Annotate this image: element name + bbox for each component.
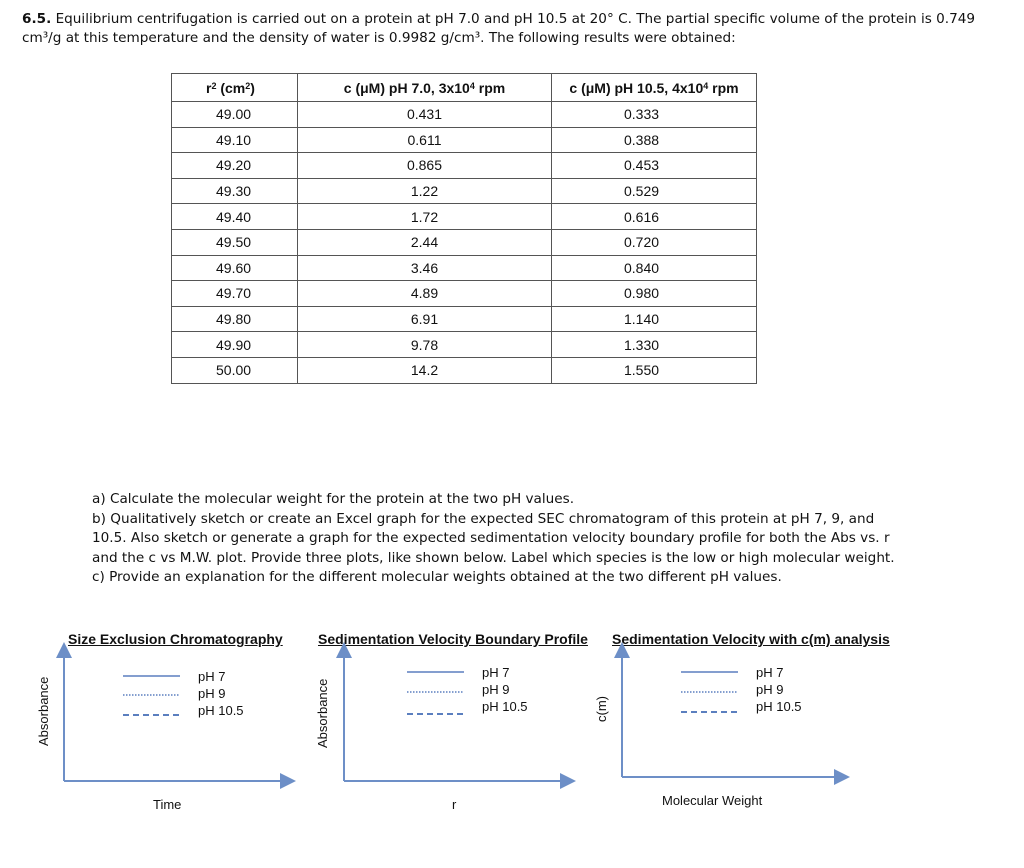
plot2-legend [482, 664, 528, 715]
legend-ph105: pH 10.5 [756, 699, 802, 714]
plot3-legend-lines [681, 672, 738, 712]
problem-text: Equilibrium centrifugation is carried out on a protein at pH 7.0 and pH 10.5 at 20° C. The partial specific volume of the protein is 0.749 cm³/g at this temperature and the density of water is 0.9982 g/cm³. The following results were obtained: [22, 11, 976, 46]
plot2-axes [344, 650, 568, 781]
legend-ph7: pH 7 [198, 669, 226, 684]
plot3-ylabel: c(m) [594, 696, 609, 722]
plot1-ylabel: Absorbance [36, 676, 51, 746]
cell-r-squared: 50.00 [172, 357, 298, 383]
cell-c-ph105: 0.840 [552, 255, 757, 281]
cell-c-ph7: 3.46 [298, 255, 552, 281]
legend-ph105: pH 10.5 [198, 703, 244, 718]
cell-c-ph7: 9.78 [298, 332, 552, 358]
plot3-axes [622, 650, 842, 777]
cell-c-ph7: 6.91 [298, 306, 552, 332]
cell-c-ph105: 1.140 [552, 306, 757, 332]
plot2-legend-lines [407, 672, 464, 714]
cell-c-ph105: 0.720 [552, 229, 757, 255]
cell-r-squared: 49.70 [172, 281, 298, 307]
cell-c-ph7: 0.431 [298, 102, 552, 128]
cell-c-ph105: 1.550 [552, 357, 757, 383]
header-c-ph7: c (μM) pH 7.0, $3x10^4$ rpm [298, 74, 552, 102]
legend-ph9: pH 9 [756, 682, 784, 697]
cell-c-ph7: 1.72 [298, 204, 552, 230]
cell-c-ph7: 2.44 [298, 229, 552, 255]
cell-r-squared: 49.60 [172, 255, 298, 281]
cell-c-ph105: 1.330 [552, 332, 757, 358]
plot2-xlabel: r [452, 797, 457, 812]
cell-r-squared: 49.00 [172, 102, 298, 128]
cell-c-ph7: 1.22 [298, 178, 552, 204]
cell-r-squared: 49.10 [172, 127, 298, 153]
cell-c-ph7: 4.89 [298, 281, 552, 307]
plot3-legend [756, 664, 802, 715]
legend-ph9: pH 9 [198, 686, 226, 701]
cell-c-ph7: 0.865 [298, 153, 552, 179]
cell-r-squared: 49.20 [172, 153, 298, 179]
header-c-ph105: c (μM) pH 10.5, $4x10^4$ rpm [552, 74, 757, 102]
cell-c-ph105: 0.616 [552, 204, 757, 230]
legend-ph105: pH 10.5 [482, 699, 528, 714]
plot1-legend [198, 668, 244, 719]
legend-ph7: pH 7 [482, 665, 510, 680]
legend-ph9: pH 9 [482, 682, 510, 697]
legend-ph7: pH 7 [756, 665, 784, 680]
plot1-xlabel: Time [153, 797, 182, 812]
plot2-title: Sedimentation Velocity Boundary Profile [318, 631, 588, 647]
plot3-xlabel: Molecular Weight [662, 793, 763, 808]
cell-c-ph7: 0.611 [298, 127, 552, 153]
plot1-legend-lines [123, 676, 180, 715]
question-a: a) Calculate the molecular weight for the protein at the two pH values. [92, 491, 575, 507]
cell-r-squared: 49.40 [172, 204, 298, 230]
header-r-squared: $r^2$ $(cm^2)$ [172, 74, 298, 102]
cell-c-ph105: 0.529 [552, 178, 757, 204]
cell-r-squared: 49.30 [172, 178, 298, 204]
question-c: c) Provide an explanation for the different molecular weights obtained at the two different pH values. [92, 569, 782, 585]
plot3-title: Sedimentation Velocity with c(m) analysis [612, 631, 890, 647]
cell-r-squared: 49.80 [172, 306, 298, 332]
cell-c-ph105: 0.453 [552, 153, 757, 179]
cell-c-ph7: 14.2 [298, 357, 552, 383]
plot2-ylabel: Absorbance [315, 678, 330, 748]
cell-c-ph105: 0.388 [552, 127, 757, 153]
question-b: b) Qualitatively sketch or create an Excel graph for the expected SEC chromatogram of this protein at pH 7, 9, and 10.5. Also sketch or generate a graph for the expected sedimentation velocity boundary profile for both the Abs vs. r and the c vs M.W. plot. Provide three plots, like shown below. Label which species is the low or high molecular weight. [92, 510, 895, 566]
cell-r-squared: 49.50 [172, 229, 298, 255]
problem-number: 6.5. [22, 11, 52, 27]
cell-c-ph105: 0.333 [552, 102, 757, 128]
cell-r-squared: 49.90 [172, 332, 298, 358]
cell-c-ph105: 0.980 [552, 281, 757, 307]
plot1-title: Size Exclusion Chromatography [68, 631, 283, 647]
